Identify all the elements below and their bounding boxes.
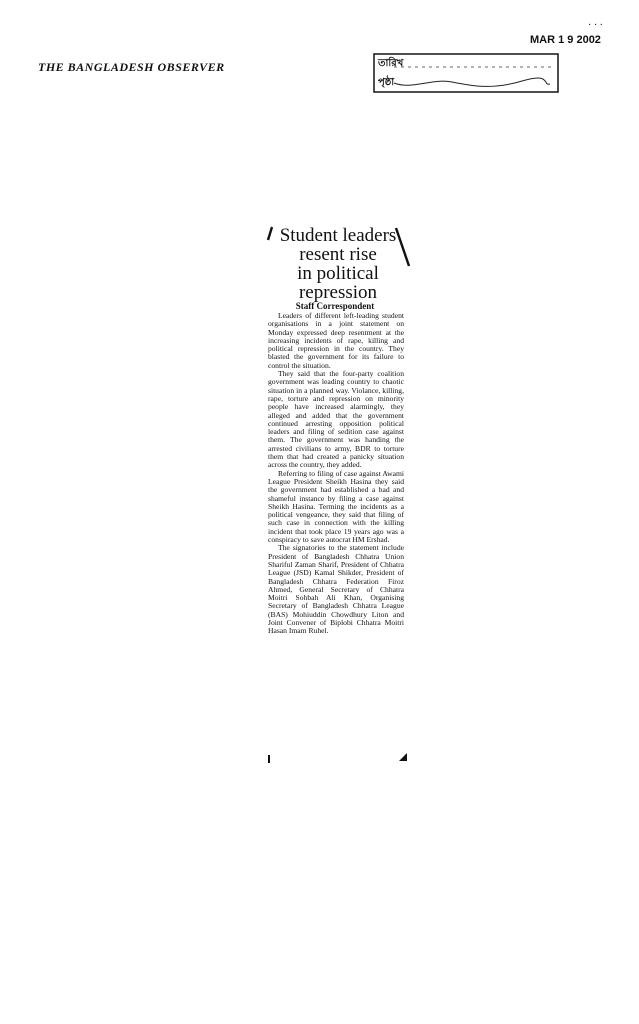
stamp-date-label: তারিখ xyxy=(378,58,404,69)
article-paragraph: The signatories to the statement include President of Bangladesh Chhatra Union Shariful Zaman Sharif, President of Chhatra League (JSD) Kamal Shikder, President of Bangladesh Chhatra Federation Firoz Ahmed, General Secretary of Chhatra Moitri Sohbah Ali Khan, Organising Secretary of Bangladesh Chhatra League (BAS) Mohiuddin Chowdhury Liton and Joint Convener of Biplobi Chhatra Moitri Hasan Imam Ruhel. xyxy=(268,543,404,636)
headline-line: repression xyxy=(298,282,378,303)
headline-line: in political xyxy=(297,263,379,284)
article-headline xyxy=(258,226,418,302)
article-paragraph: They said that the four-party coalition government was leading country to chaotic situation in a planned way. Violance, killing, rape, torture and repression on minority people have increased alarmingly, they alleged and added that the government continued arresting opposition political leaders and filing of sedition case against them. The government was handing the arrested civilians to army, BDR to torture them that had created a panicky situation across the country, they added. xyxy=(268,369,404,470)
date-stamp: MAR 1 9 2002 xyxy=(530,34,601,46)
headline-line: resent rise xyxy=(299,244,377,265)
newspaper-masthead: THE BANGLADESH OBSERVER xyxy=(38,60,225,74)
stamp-page-label: পৃষ্ঠা xyxy=(378,77,395,88)
headline-line: Student leaders xyxy=(279,225,397,246)
clip-corner-mark-bottom-left xyxy=(266,754,272,764)
clipping-stamp xyxy=(372,50,562,96)
article-body xyxy=(268,312,404,636)
top-corner-marks: · · · xyxy=(588,20,603,31)
article-paragraph: Referring to filing of case against Awami League President Sheikh Hasina they said the government had established a bad and shameful instance by filing a case against Sheikh Hasina. Terming the incidents as a political vengeance, they said that filing of such case in connection with the killing incident that took place 19 years ago was a conspiracy to save autocrat HM Ershad. xyxy=(268,468,404,545)
article-byline: Staff Correspondent xyxy=(295,301,375,311)
article-paragraph: Leaders of different left-leading student organisations in a joint statement on Monday expressed deep resentment at the increasing incidents of rape, killing and political repression in the country. They blasted the government for its failure to control the situation. xyxy=(268,311,404,370)
clip-corner-mark-bottom-right xyxy=(398,752,408,762)
